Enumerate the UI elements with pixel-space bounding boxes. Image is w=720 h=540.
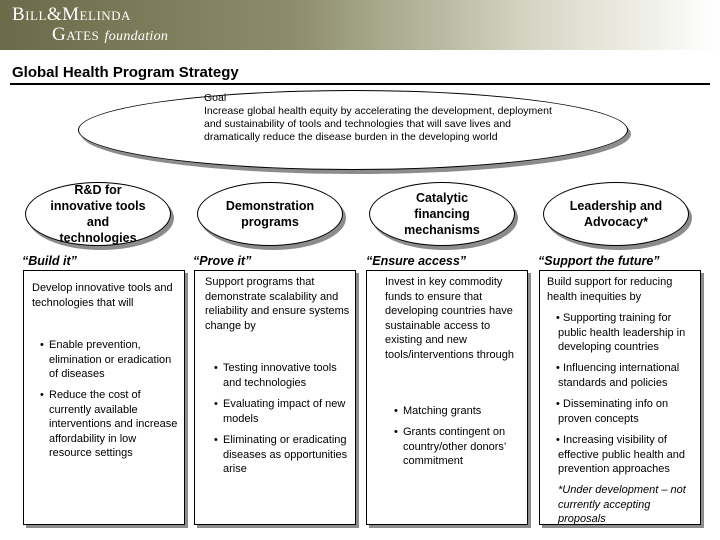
- title-divider: [10, 83, 710, 85]
- pillar-title-text: Demonstration programs: [225, 199, 315, 229]
- pillar-intro: Develop innovative tools and technologies that will: [32, 282, 173, 309]
- list-item: • Matching grants: [394, 405, 482, 417]
- pillar-title-leadership: [543, 182, 689, 246]
- goal-block: [204, 92, 554, 144]
- logo-foundation: foundation: [104, 29, 169, 44]
- goal-text: Increase global health equity by accelerating the development, deployment and sustainability of tools and technologies that will save lives and dramatically reduce the disease burden in the developing world: [204, 105, 552, 143]
- pillar-box-rd: [23, 270, 185, 525]
- pillar-intro: Invest in key commodity funds to ensure that developing countries have sustainable access to existing and new tools/interventions through: [385, 276, 515, 361]
- header-band: [0, 0, 720, 50]
- footnote: *Under development – not currently accepting proposals: [558, 484, 686, 525]
- list-item: • Increasing visibility of effective public health and prevention approaches: [556, 434, 685, 475]
- pillar-title-text: Catalytic financing mechanisms: [404, 191, 480, 237]
- page-title: Global Health Program Strategy: [12, 64, 239, 81]
- pillar-title-text: R&D for innovative tools and technologies: [50, 183, 146, 245]
- list-item: • Reduce the cost of currently available interventions and increase affordability in low resource settings: [40, 389, 178, 459]
- list-item: • Grants contingent on country/other donors’ commitment: [394, 426, 506, 467]
- list-item: • Disseminating info on proven concepts: [556, 398, 669, 425]
- list-item: • Eliminating or eradicating diseases as opportunities arise: [214, 434, 348, 475]
- pillar-title-demo: [197, 182, 343, 246]
- pillar-box-demo: [194, 270, 356, 525]
- list-item: • Influencing international standards and policies: [556, 362, 680, 389]
- goal-label: Goal: [204, 92, 227, 104]
- pillar-tag-support-future: “Support the future”: [538, 254, 660, 268]
- pillar-title-financing: [369, 182, 515, 246]
- pillar-box-financing: [366, 270, 528, 525]
- list-item: • Evaluating impact of new models: [214, 398, 346, 425]
- logo-gates: Gates: [52, 24, 100, 45]
- list-item: • Testing innovative tools and technologies: [214, 362, 337, 389]
- logo-line-1: Bill&Melinda: [12, 4, 131, 25]
- pillar-tag-ensure-access: “Ensure access”: [366, 254, 467, 268]
- foundation-logo: [12, 5, 168, 44]
- pillar-title-rd: [25, 182, 171, 246]
- pillar-box-leadership: [539, 270, 701, 525]
- logo-line-2: [12, 25, 168, 44]
- list-item: • Supporting training for public health leadership in developing countries: [556, 312, 686, 353]
- pillar-title-text: Leadership and Advocacy*: [569, 199, 663, 229]
- pillar-intro: Support programs that demonstrate scalability and reliability and ensure systems change by: [205, 276, 350, 332]
- pillar-tag-build-it: “Build it”: [22, 254, 77, 268]
- list-item: • Enable prevention, elimination or eradication of diseases: [40, 339, 172, 380]
- pillar-intro: Build support for reducing health inequities by: [547, 276, 673, 303]
- pillar-tag-prove-it: “Prove it”: [193, 254, 252, 268]
